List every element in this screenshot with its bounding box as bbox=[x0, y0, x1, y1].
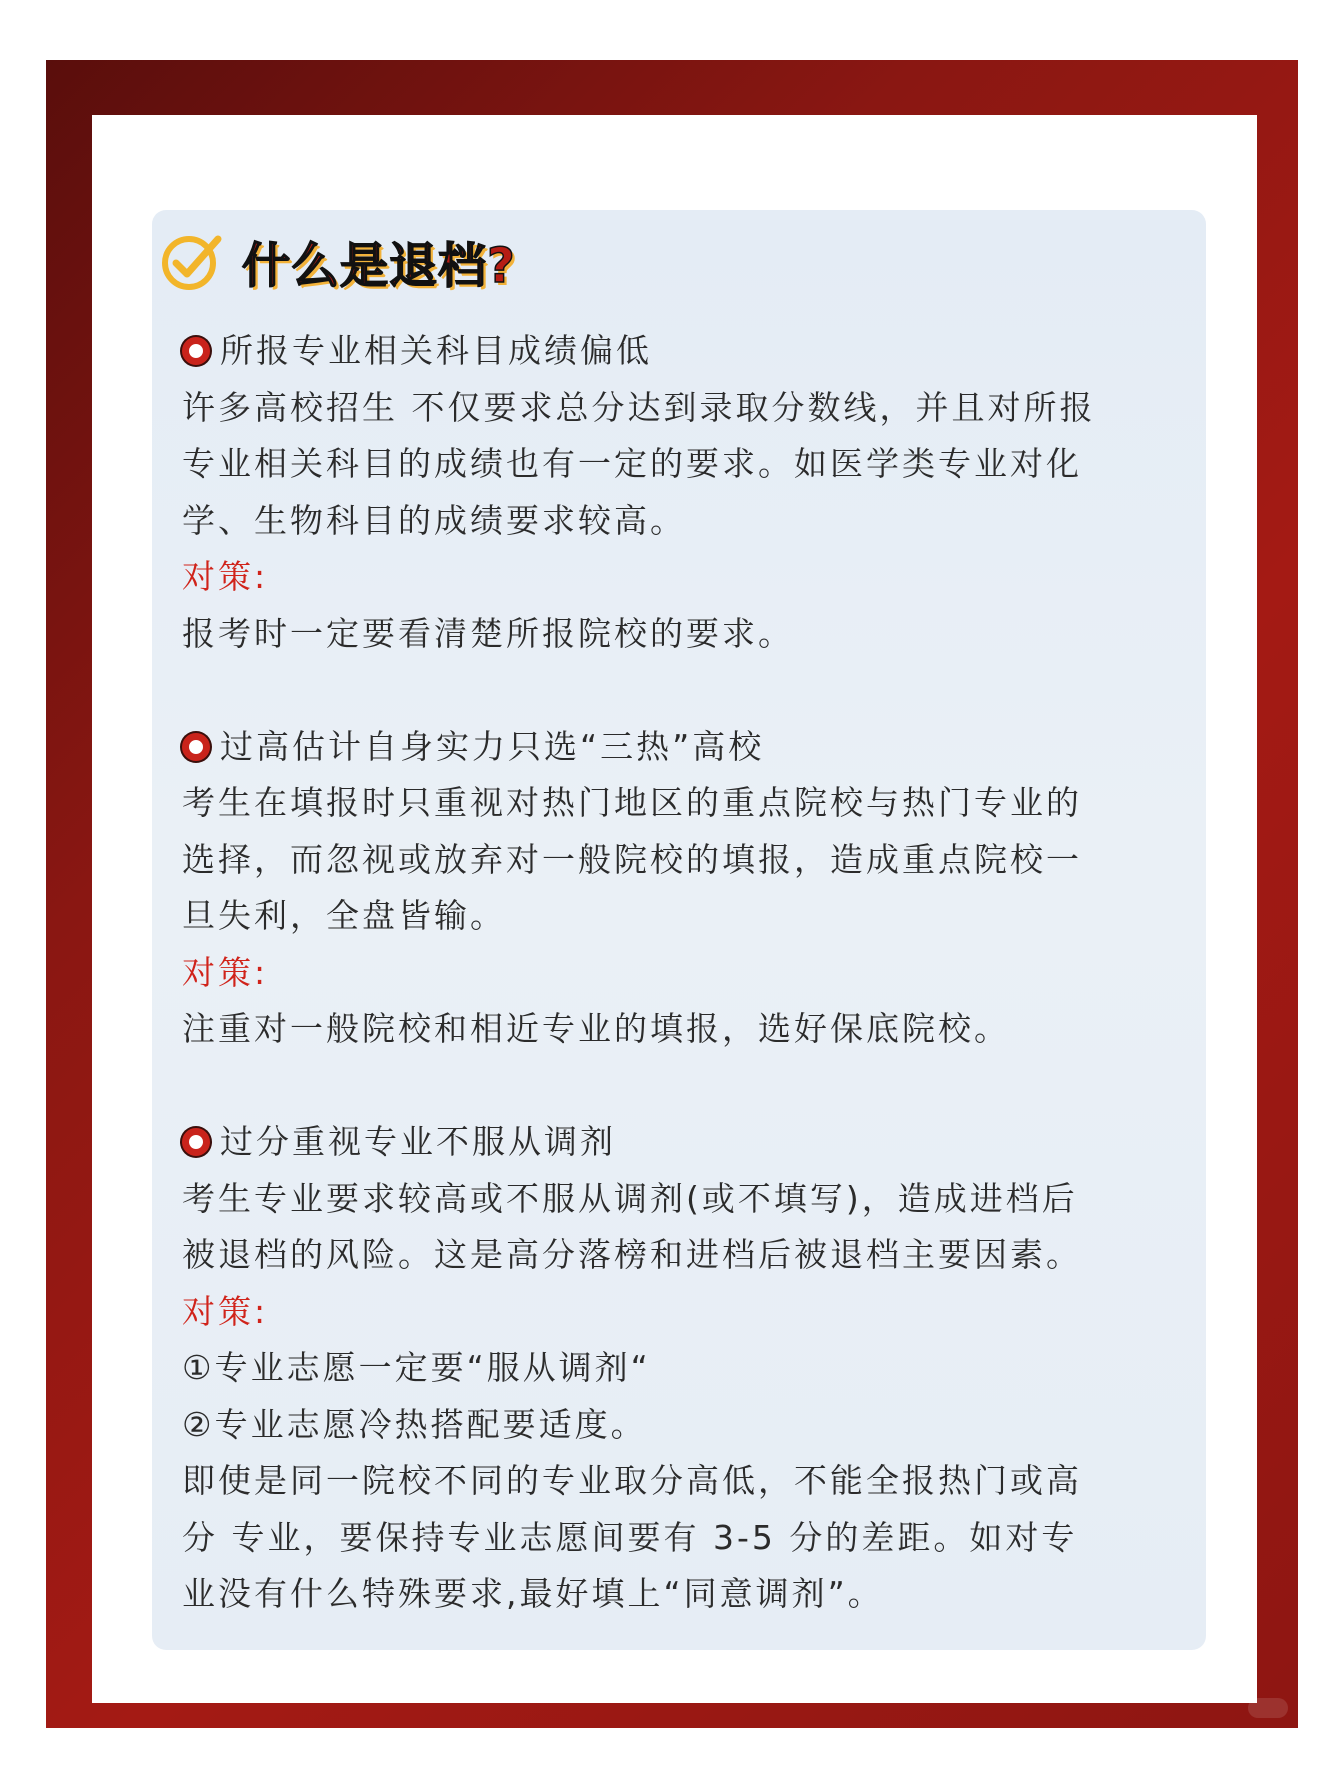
section-heading bbox=[182, 323, 1162, 380]
section-heading-text: 所报专业相关科目成绩偏低 bbox=[220, 331, 652, 370]
strategy-line: 注重对一般院校和相近专业的填报，选好保底院校。 bbox=[182, 1009, 1010, 1048]
body-line: 专业相关科目的成绩也有一定的要求。如医学类专业对化 bbox=[182, 444, 1082, 483]
body-line: 学、生物科目的成绩要求较高。 bbox=[182, 500, 686, 540]
body-line: 考生在填报时只重视对热门地区的重点院校与热门专业的 bbox=[182, 783, 1082, 822]
check-circle-icon bbox=[158, 227, 226, 295]
section-1 bbox=[182, 323, 1162, 662]
section-2 bbox=[182, 719, 1162, 1058]
strategy-label: 对策: bbox=[182, 1291, 269, 1331]
strategy-line: 即使是同一院校不同的专业取分高低，不能全报热门或高 bbox=[182, 1461, 1082, 1500]
title-row bbox=[158, 225, 858, 297]
watermark bbox=[1248, 1698, 1288, 1718]
section-heading bbox=[182, 719, 1162, 776]
body-line: 许多高校招生 不仅要求总分达到录取分数线，并且对所报 bbox=[182, 387, 1096, 427]
strategy-line: 分 专业，要保持专业志愿间要有 3-5 分的差距。如对专 bbox=[182, 1517, 1078, 1557]
page-title: 什么是退档? bbox=[242, 237, 516, 294]
section-heading-text: 过分重视专业不服从调剂 bbox=[220, 1122, 616, 1161]
strategy-line: ①专业志愿一定要“服从调剂“ bbox=[182, 1348, 651, 1387]
body-line: 考生专业要求较高或不服从调剂(或不填写)，造成进档后 bbox=[182, 1178, 1078, 1218]
body-line: 被退档的风险。这是高分落榜和进档后被退档主要因素。 bbox=[182, 1235, 1082, 1274]
section-heading bbox=[182, 1114, 1162, 1171]
content bbox=[182, 323, 1162, 1623]
body-line: 选择，而忽视或放弃对一般院校的填报，造成重点院校一 bbox=[182, 839, 1082, 879]
target-bullet-icon bbox=[182, 337, 210, 365]
target-bullet-icon bbox=[182, 1128, 210, 1156]
section-heading-text: 过高估计自身实力只选“三热”高校 bbox=[220, 726, 765, 766]
strategy-line: 报考时一定要看清楚所报院校的要求。 bbox=[182, 613, 794, 653]
strategy-label: 对策: bbox=[182, 557, 269, 596]
strategy-line: ②专业志愿冷热搭配要适度。 bbox=[182, 1404, 647, 1444]
section-3 bbox=[182, 1114, 1162, 1623]
strategy-label: 对策: bbox=[182, 952, 269, 992]
strategy-line: 业没有什么特殊要求,最好填上“同意调剂”。 bbox=[182, 1574, 884, 1613]
target-bullet-icon bbox=[182, 733, 210, 761]
body-line: 旦失利，全盘皆输。 bbox=[182, 896, 506, 935]
